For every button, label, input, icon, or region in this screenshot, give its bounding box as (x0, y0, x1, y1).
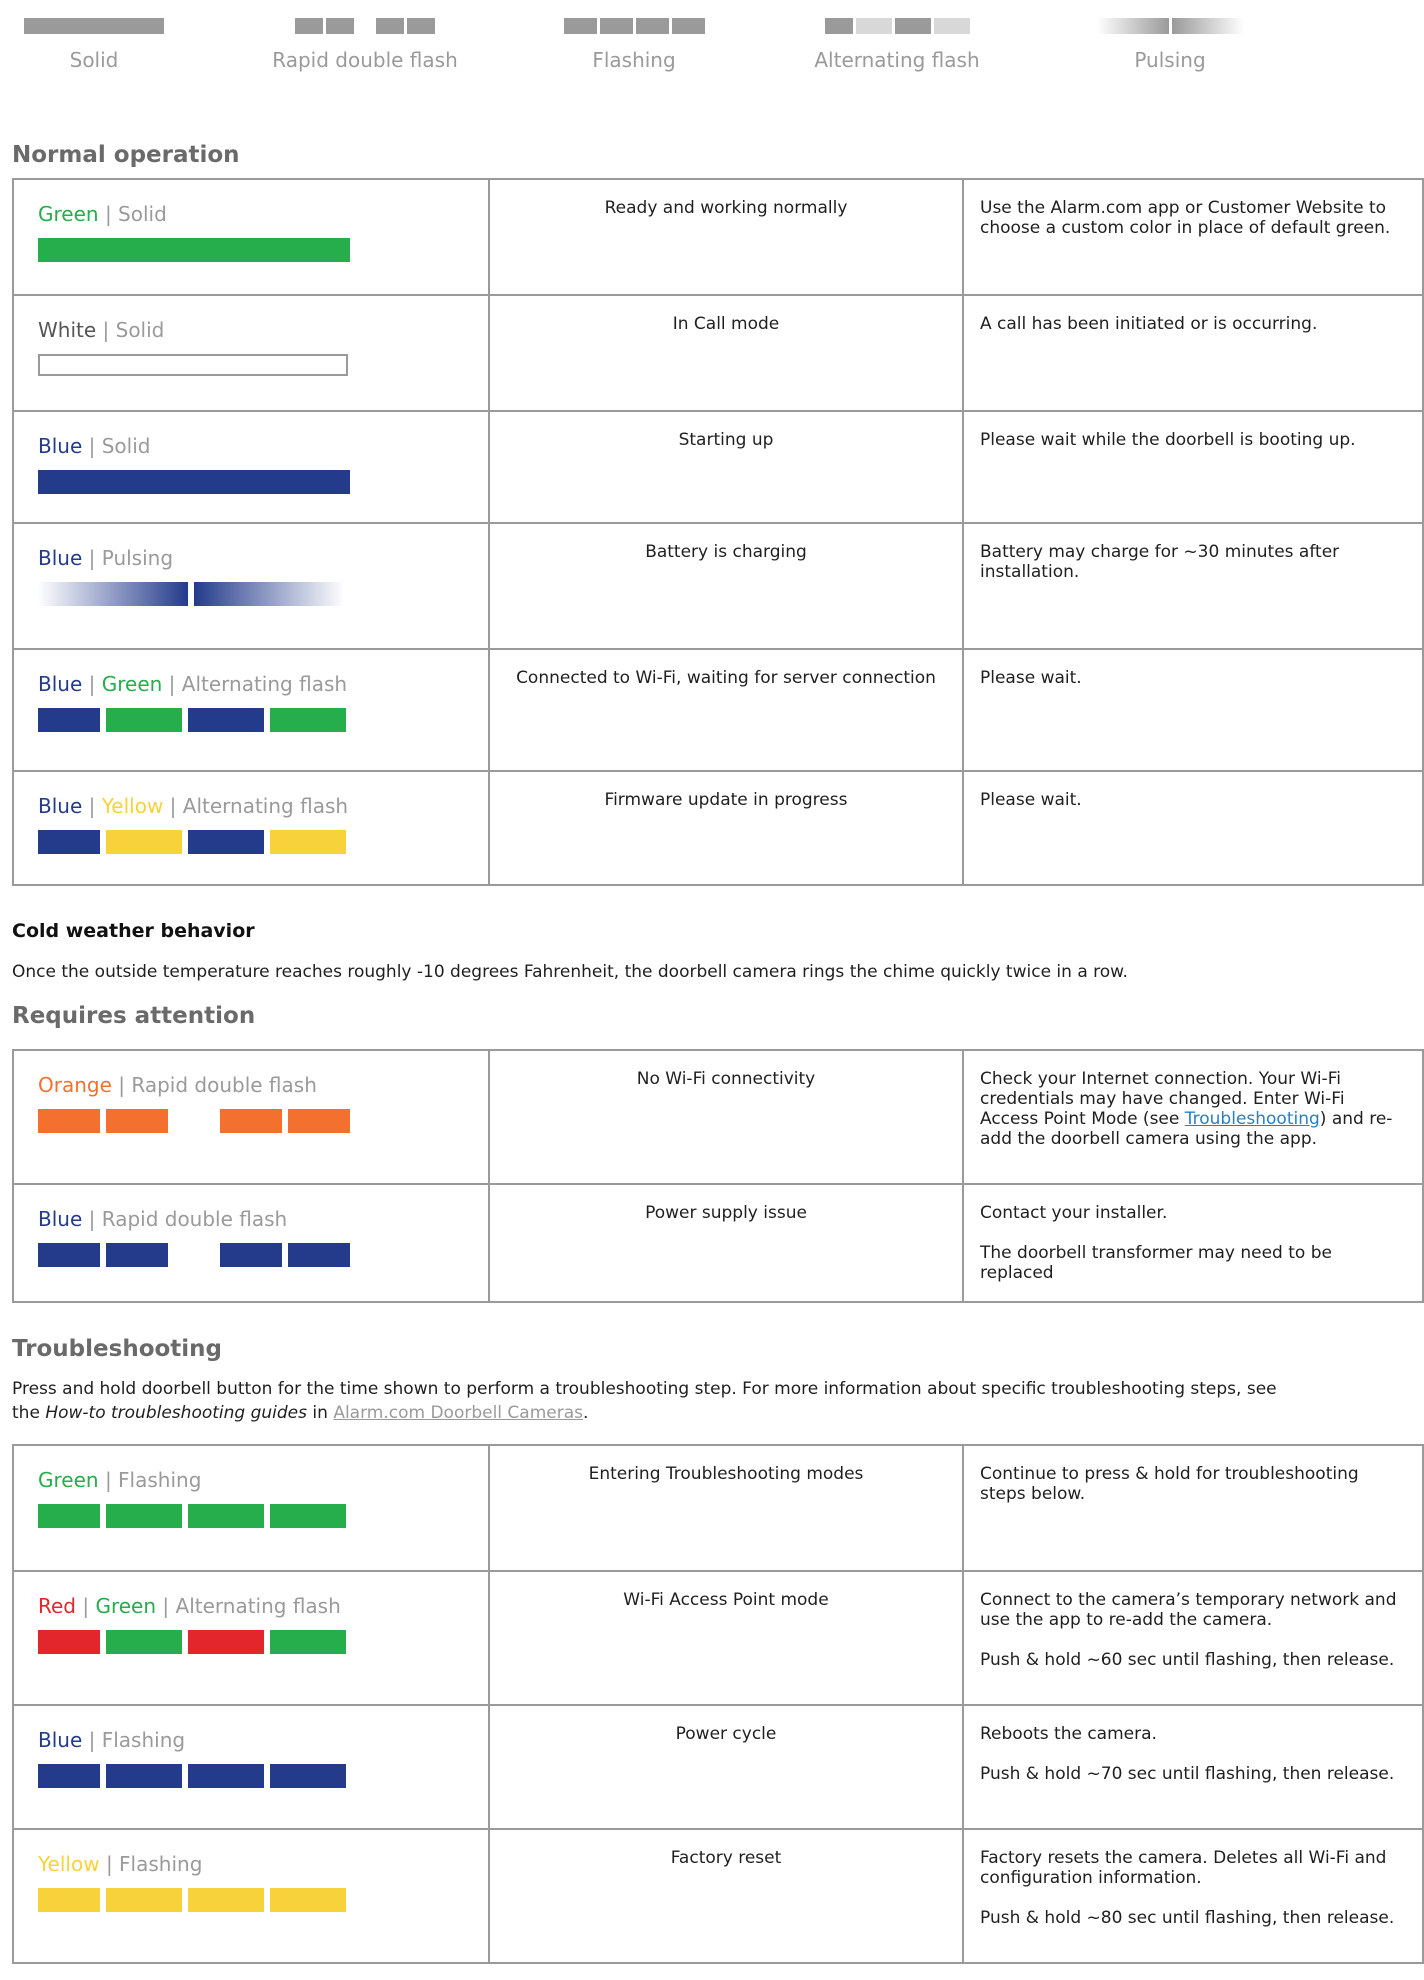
table-row (13, 1184, 1423, 1302)
indicator-cell (13, 771, 489, 885)
blue-green-alternating-bar (38, 708, 464, 732)
green-flashing-bar (38, 1504, 464, 1528)
led-pattern-legend (0, 0, 1304, 90)
legend-flashing (563, 18, 705, 72)
doorbell-cameras-link[interactable]: Alarm.com Doorbell Cameras (333, 1403, 583, 1423)
legend-label: Pulsing (1134, 48, 1206, 72)
action-cell: Check your Internet connection. Your Wi-Fi credentials may have changed. Enter Wi-Fi Access Point Mode (see Troubleshooting) and re-add the doorbell camera using the app. (963, 1050, 1423, 1184)
indicator-label: Blue | Pulsing (38, 546, 174, 570)
action-cell: Please wait while the doorbell is booting up. (963, 411, 1423, 523)
blue-yellow-alternating-bar (38, 830, 464, 854)
requires-attention-table (12, 1049, 1424, 1303)
flashing-swatch (563, 18, 705, 34)
action-cell: Please wait. (963, 771, 1423, 885)
action-cell: Battery may charge for ~30 minutes after installation. (963, 523, 1423, 649)
action-cell: Continue to press & hold for troubleshooting steps below. (963, 1445, 1423, 1571)
legend-pulsing (1096, 18, 1244, 72)
meaning-cell: No Wi-Fi connectivity (489, 1050, 963, 1184)
requires-attention-heading: Requires attention (12, 1003, 256, 1029)
legend-label: Rapid double flash (272, 48, 458, 72)
pulsing-blue-bar (38, 582, 464, 606)
indicator-label: Green | Flashing (38, 1468, 202, 1492)
orange-rapid-double-flash-bar (38, 1109, 464, 1133)
cold-weather-heading: Cold weather behavior (12, 920, 255, 942)
action-cell: Factory resets the camera. Deletes all Wi-Fi and configuration information. Push & hold ~80 sec until flashing, then release. (963, 1829, 1423, 1963)
legend-rapid-double-flash (272, 18, 458, 72)
indicator-cell (13, 1050, 489, 1184)
table-row (13, 179, 1423, 295)
meaning-cell: Power cycle (489, 1705, 963, 1829)
table-row (13, 649, 1423, 771)
meaning-cell: Connected to Wi-Fi, waiting for server connection (489, 649, 963, 771)
meaning-cell: Ready and working normally (489, 179, 963, 295)
indicator-cell (13, 1829, 489, 1963)
indicator-label: Red | Green | Alternating flash (38, 1594, 341, 1618)
indicator-cell (13, 295, 489, 411)
action-cell: Please wait. (963, 649, 1423, 771)
normal-operation-table (12, 178, 1424, 886)
table-row (13, 1705, 1423, 1829)
indicator-cell (13, 411, 489, 523)
legend-alternating-flash (812, 18, 982, 72)
table-row (13, 1445, 1423, 1571)
solid-swatch (24, 18, 164, 34)
indicator-cell (13, 1705, 489, 1829)
meaning-cell: Starting up (489, 411, 963, 523)
solid-blue-bar (38, 470, 464, 494)
normal-operation-heading: Normal operation (12, 142, 240, 168)
indicator-cell (13, 1445, 489, 1571)
pulsing-swatch (1096, 18, 1244, 34)
indicator-label: Blue | Solid (38, 434, 151, 458)
troubleshooting-table (12, 1444, 1424, 1964)
indicator-cell (13, 523, 489, 649)
meaning-cell: Firmware update in progress (489, 771, 963, 885)
cold-weather-text: Once the outside temperature reaches roughly -10 degrees Fahrenheit, the doorbell camera rings the chime quickly twice in a row. (12, 962, 1128, 982)
meaning-cell: Power supply issue (489, 1184, 963, 1302)
table-row (13, 1829, 1423, 1963)
indicator-cell (13, 1571, 489, 1705)
solid-green-bar (38, 238, 464, 262)
rapid-double-flash-swatch (272, 18, 458, 34)
table-row (13, 411, 1423, 523)
meaning-cell: Entering Troubleshooting modes (489, 1445, 963, 1571)
blue-rapid-double-flash-bar (38, 1243, 464, 1267)
table-row (13, 523, 1423, 649)
indicator-label: Blue | Flashing (38, 1728, 186, 1752)
indicator-label: Blue | Green | Alternating flash (38, 672, 348, 696)
meaning-cell: In Call mode (489, 295, 963, 411)
indicator-label: Green | Solid (38, 202, 167, 226)
table-row (13, 1050, 1423, 1184)
indicator-label: Orange | Rapid double flash (38, 1073, 317, 1097)
yellow-flashing-bar (38, 1888, 464, 1912)
indicator-label: Blue | Rapid double flash (38, 1207, 288, 1231)
indicator-cell (13, 179, 489, 295)
red-green-alternating-bar (38, 1630, 464, 1654)
action-cell: Contact your installer. The doorbell transformer may need to be replaced (963, 1184, 1423, 1302)
table-row (13, 295, 1423, 411)
table-row (13, 771, 1423, 885)
meaning-cell: Factory reset (489, 1829, 963, 1963)
alternating-flash-swatch (812, 18, 982, 34)
action-cell: A call has been initiated or is occurring. (963, 295, 1423, 411)
indicator-cell (13, 1184, 489, 1302)
meaning-cell: Wi-Fi Access Point mode (489, 1571, 963, 1705)
troubleshooting-heading: Troubleshooting (12, 1336, 223, 1362)
legend-label: Flashing (592, 48, 676, 72)
legend-label: Alternating flash (814, 48, 980, 72)
table-row (13, 1571, 1423, 1705)
indicator-label: White | Solid (38, 318, 165, 342)
meaning-cell: Battery is charging (489, 523, 963, 649)
troubleshooting-intro: Press and hold doorbell button for the time shown to perform a troubleshooting step. For more information about specific troubleshooting steps, see the How-to troubleshooting guides in Alarm.com Doorbell Cameras. (12, 1379, 1277, 1423)
legend-label: Solid (69, 48, 119, 72)
troubleshooting-link[interactable]: Troubleshooting (1184, 1109, 1320, 1129)
indicator-cell (13, 649, 489, 771)
action-cell: Use the Alarm.com app or Customer Website to choose a custom color in place of default green. (963, 179, 1423, 295)
blue-flashing-bar (38, 1764, 464, 1788)
action-cell: Reboots the camera. Push & hold ~70 sec until flashing, then release. (963, 1705, 1423, 1829)
legend-solid (24, 18, 164, 72)
indicator-label: Blue | Yellow | Alternating flash (38, 794, 349, 818)
indicator-label: Yellow | Flashing (38, 1852, 203, 1876)
solid-white-bar (38, 354, 464, 374)
action-cell: Connect to the camera’s temporary network and use the app to re-add the camera. Push & hold ~60 sec until flashing, then release. (963, 1571, 1423, 1705)
